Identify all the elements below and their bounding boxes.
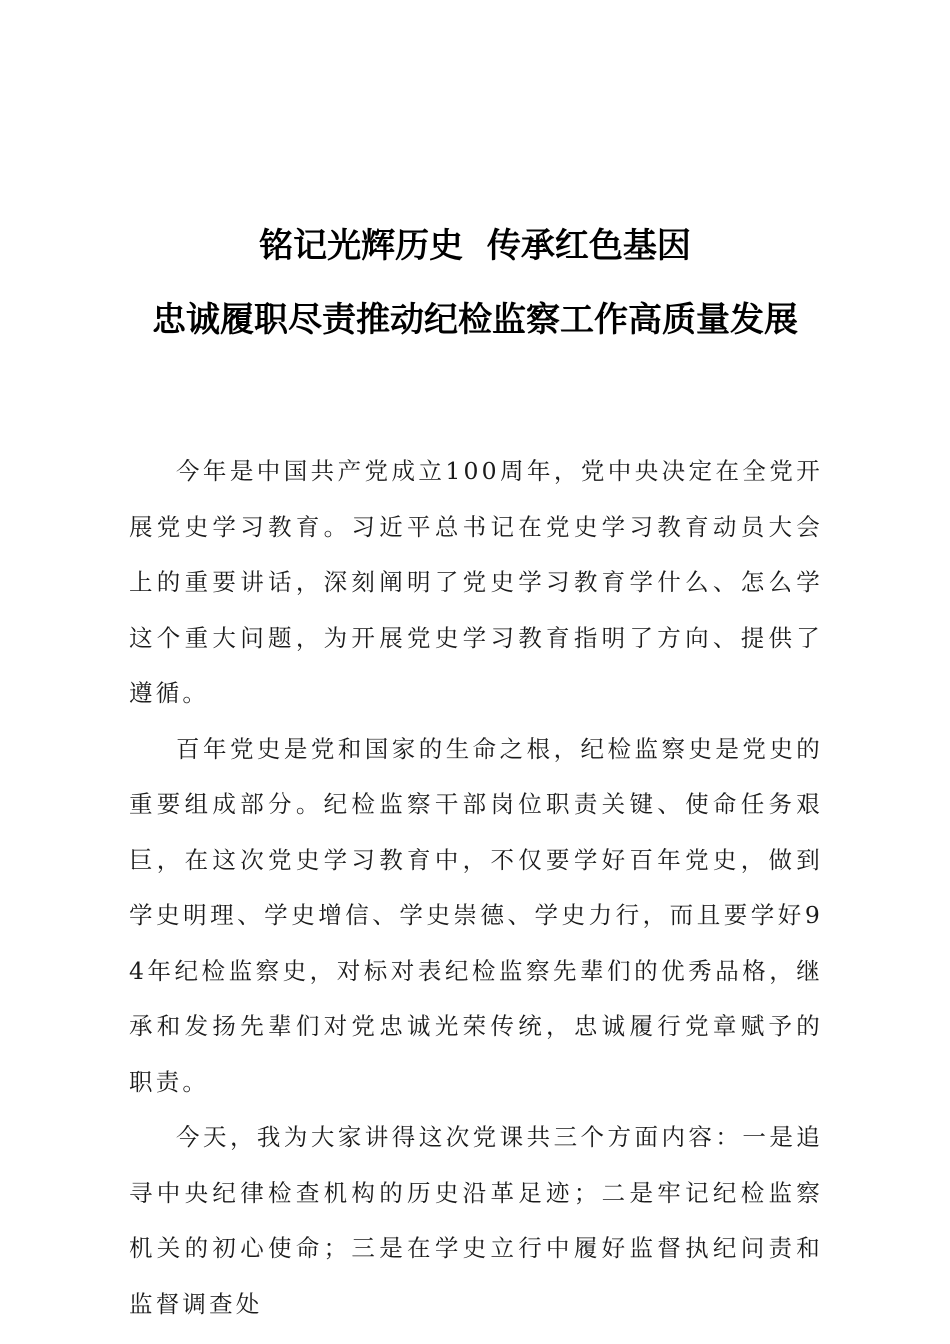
- paragraph-2: 百年党史是党和国家的生命之根，纪检监察史是党史的重要组成部分。纪检监察干部岗位职责关键、使命任务艰巨，在这次党史学习教育中，不仅要学好百年党史，做到学史明理、学史增信、学史崇德、学史力行，而且要学好94年纪检监察史，对标对表纪检监察先辈们的优秀品格，继承和发扬先辈们对党忠诚光荣传统，忠诚履行党章赋予的职责。: [129, 734, 823, 1096]
- document-body: [129, 444, 823, 1332]
- paragraph-1: 今年是中国共产党成立100周年，党中央决定在全党开展党史学习教育。习近平总书记在党史学习教育动员大会上的重要讲话，深刻阐明了党史学习教育学什么、怎么学这个重大问题，为开展党史学习教育指明了方向、提供了遵循。: [129, 457, 823, 707]
- document-title-line-1: 铭记光辉历史 传承红色基因: [259, 226, 691, 266]
- document-title-line-2: 忠诚履职尽责推动纪检监察工作高质量发展: [152, 300, 798, 340]
- paragraph-3: 今天，我为大家讲得这次党课共三个方面内容：一是追寻中央纪律检查机构的历史沿革足迹；二是牢记纪检监察机关的初心使命；三是在学史立行中履好监督执纪问责和监督调查处: [129, 1123, 823, 1318]
